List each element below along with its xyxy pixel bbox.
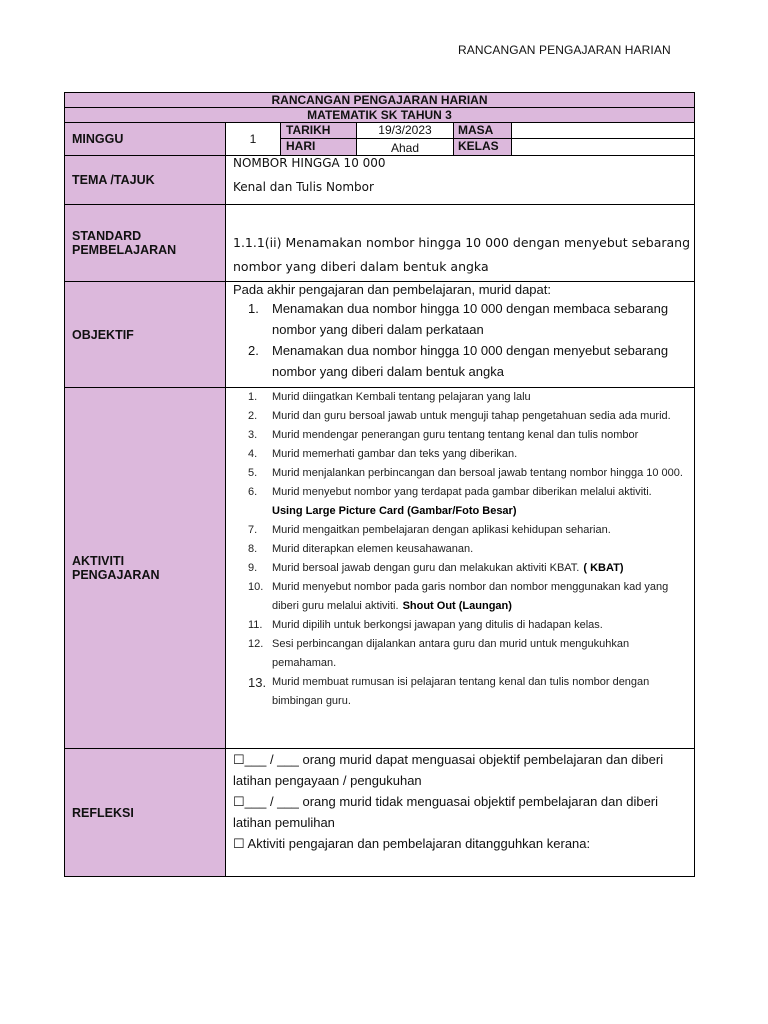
aktiviti-item (226, 673, 688, 711)
aktiviti-item-number: 4. (248, 448, 258, 460)
aktiviti-item-method: Shout Out (Laungan) (402, 600, 512, 612)
tema-label: TEMA /TAJUK (65, 156, 226, 205)
aktiviti-item-number: 7. (248, 524, 258, 536)
aktiviti-item-text: Murid bersoal jawab dengan guru dan melakukan aktiviti KBAT. (272, 562, 580, 574)
table-title: RANCANGAN PENGAJARAN HARIAN (65, 93, 694, 108)
refleksi-line-4: latihan pemulihan (233, 815, 335, 830)
aktiviti-item (226, 521, 688, 540)
refleksi-line-5: ☐ Aktiviti pengajaran dan pembelajaran ditangguhkan kerana: (233, 836, 591, 851)
aktiviti-label-line-1: AKTIVITI (72, 554, 125, 568)
aktiviti-item-number: 2. (248, 410, 258, 422)
objektif-item-number: 1. (248, 301, 259, 316)
kelas-value (512, 139, 694, 156)
aktiviti-item-text: Murid membuat rumusan isi pelajaran tentang kenal dan tulis nombor dengan bimbingan guru. (272, 676, 650, 707)
refleksi-line-2: latihan pengayaan / pengukuhan (233, 773, 422, 788)
standard-line-1: 1.1.1(ii) Menamakan nombor hingga 10 000 dengan menyebut sebarang (233, 235, 691, 250)
aktiviti-item-text: Murid dipilih untuk berkongsi jawapan yang ditulis di hadapan kelas. (272, 619, 603, 631)
masa-value (512, 123, 694, 139)
objektif-label: OBJEKTIF (65, 282, 226, 388)
minggu-value: 1 (226, 123, 281, 156)
table-subtitle: MATEMATIK SK TAHUN 3 (65, 108, 694, 123)
aktiviti-item (226, 464, 688, 483)
hari-value: Ahad (357, 139, 454, 156)
aktiviti-item-text: Sesi perbincangan dijalankan antara guru dan murid untuk mengukuhkan pemahaman. (272, 638, 630, 669)
objektif-item-line-2: nombor yang diberi dalam perkataan (272, 322, 484, 337)
aktiviti-item (226, 445, 688, 464)
aktiviti-item (226, 616, 688, 635)
objektif-item-line-1: Menamakan dua nombor hingga 10 000 dengan menyebut sebarang (272, 343, 669, 358)
aktiviti-label (65, 388, 226, 749)
aktiviti-item-text: Murid menjalankan perbincangan dan bersoal jawab tentang nombor hingga 10 000. (272, 467, 683, 479)
objektif-list (226, 298, 694, 382)
aktiviti-item (226, 578, 688, 616)
aktiviti-list (226, 388, 688, 711)
aktiviti-item (226, 483, 688, 521)
aktiviti-item-number: 13. (248, 675, 267, 690)
aktiviti-item (226, 635, 688, 673)
aktiviti-content (226, 388, 694, 749)
aktiviti-item-number: 1. (248, 391, 258, 403)
aktiviti-item-number: 9. (248, 562, 258, 574)
standard-content (226, 205, 694, 282)
aktiviti-item-text: Murid diingatkan Kembali tentang pelajaran yang lalu (272, 391, 531, 403)
running-header: RANCANGAN PENGAJARAN HARIAN (458, 43, 671, 57)
hari-label: HARI (281, 139, 357, 156)
aktiviti-item-text: Murid diterapkan elemen keusahawanan. (272, 543, 474, 555)
objektif-content (226, 282, 694, 388)
aktiviti-item-text: Murid memerhati gambar dan teks yang diberikan. (272, 448, 518, 460)
tema-line-1: NOMBOR HINGGA 10 000 (233, 156, 386, 170)
aktiviti-item-number: 10. (248, 581, 264, 593)
aktiviti-item-number: 5. (248, 467, 258, 479)
objektif-item-line-2: nombor yang diberi dalam bentuk angka (272, 364, 504, 379)
standard-label-line-1: STANDARD (72, 229, 142, 243)
masa-label: MASA (454, 123, 512, 139)
aktiviti-item-method: Using Large Picture Card (Gambar/Foto Besar) (272, 505, 517, 517)
tema-content (226, 156, 694, 205)
minggu-label: MINGGU (65, 123, 226, 156)
objektif-item-number: 2. (248, 343, 259, 358)
tarikh-value: 19/3/2023 (357, 123, 454, 139)
aktiviti-item-number: 6. (248, 486, 258, 498)
aktiviti-item-text: Murid menyebut nombor yang terdapat pada gambar diberikan melalui aktiviti. (272, 486, 652, 498)
aktiviti-item-method: ( KBAT) (583, 562, 624, 574)
aktiviti-item-text: Murid dan guru bersoal jawab untuk menguji tahap pengetahuan sedia ada murid. (272, 410, 671, 422)
aktiviti-item (226, 388, 688, 407)
aktiviti-item (226, 426, 688, 445)
aktiviti-label-line-2: PENGAJARAN (72, 568, 160, 582)
lesson-plan-table (64, 92, 695, 877)
objektif-item (226, 298, 694, 340)
aktiviti-item-number: 11. (248, 619, 263, 631)
aktiviti-item-text: Murid mengaitkan pembelajaran dengan aplikasi kehidupan seharian. (272, 524, 611, 536)
refleksi-line-1: ☐___ / ___ orang murid dapat menguasai objektif pembelajaran dan diberi (233, 752, 664, 767)
aktiviti-item (226, 559, 688, 578)
kelas-label: KELAS (454, 139, 512, 156)
tarikh-label: TARIKH (281, 123, 357, 139)
aktiviti-item (226, 540, 688, 559)
refleksi-content (226, 749, 694, 876)
aktiviti-item (226, 407, 688, 426)
refleksi-label: REFLEKSI (65, 749, 226, 876)
aktiviti-item-number: 12. (248, 638, 264, 650)
tema-line-2: Kenal dan Tulis Nombor (233, 180, 374, 194)
aktiviti-item-text: Murid mendengar penerangan guru tentang tentang kenal dan tulis nombor (272, 429, 639, 441)
refleksi-line-3: ☐___ / ___ orang murid tidak menguasai objektif pembelajaran dan diberi (233, 794, 659, 809)
standard-label-line-2: PEMBELAJARAN (72, 243, 177, 257)
aktiviti-item-number: 8. (248, 543, 258, 555)
objektif-item (226, 340, 694, 382)
standard-label (65, 205, 226, 282)
aktiviti-item-text: Murid menyebut nombor pada garis nombor dan nombor menggunakan kad yang diberi guru melalui aktiviti. (272, 581, 669, 612)
objektif-intro: Pada akhir pengajaran dan pembelajaran, murid dapat: (233, 282, 551, 297)
aktiviti-item-number: 3. (248, 429, 258, 441)
standard-line-2: nombor yang diberi dalam bentuk angka (233, 259, 489, 274)
objektif-item-line-1: Menamakan dua nombor hingga 10 000 dengan membaca sebarang (272, 301, 669, 316)
